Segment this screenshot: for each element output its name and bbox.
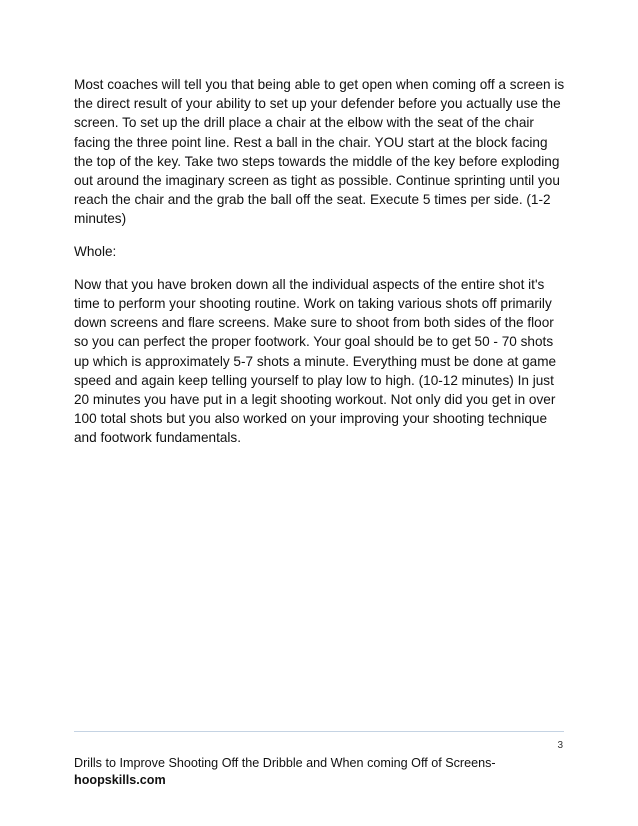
footer-title: Drills to Improve Shooting Off the Dribble and When coming Off of Screens- bbox=[74, 756, 496, 770]
footer-site: hoopskills.com bbox=[74, 773, 166, 787]
document-body bbox=[74, 75, 566, 448]
section-heading-whole: Whole: bbox=[74, 243, 117, 259]
footer bbox=[74, 755, 544, 789]
paragraph-shooting-routine: Now that you have broken down all the individual aspects of the entire shot it's time to perform your shooting routine. Work on taking various shots off primarily down screens and flare screens. Make sure to shoot from both sides of the floor so you can perfect the proper footwork. Your goal should be to get 50 - 70 shots up which is approximately 5-7 shots a minute. Everything must be done at game speed and again keep telling yourself to play low to high. (10-12 minutes) In just 20 minutes you have put in a legit shooting workout. Not only did you get in over 100 total shots but you also worked on your improving your shooting technique and footwork fundamentals. bbox=[74, 276, 557, 446]
footer-divider bbox=[74, 731, 564, 732]
paragraph-screen-drill: Most coaches will tell you that being able to get open when coming off a screen is the direct result of your ability to set up your defender before you actually use the screen. To set up the drill place a chair at the elbow with the seat of the chair facing the three point line. Rest a ball in the chair. YOU start at the block facing the top of the key. Take two steps towards the middle of the key before exploding out around the imaginary screen as tight as possible. Continue sprinting until you reach the chair and the grab the ball off the seat. Execute 5 times per side. (1-2 minutes) bbox=[74, 77, 565, 227]
page-number: 3 bbox=[557, 740, 563, 751]
